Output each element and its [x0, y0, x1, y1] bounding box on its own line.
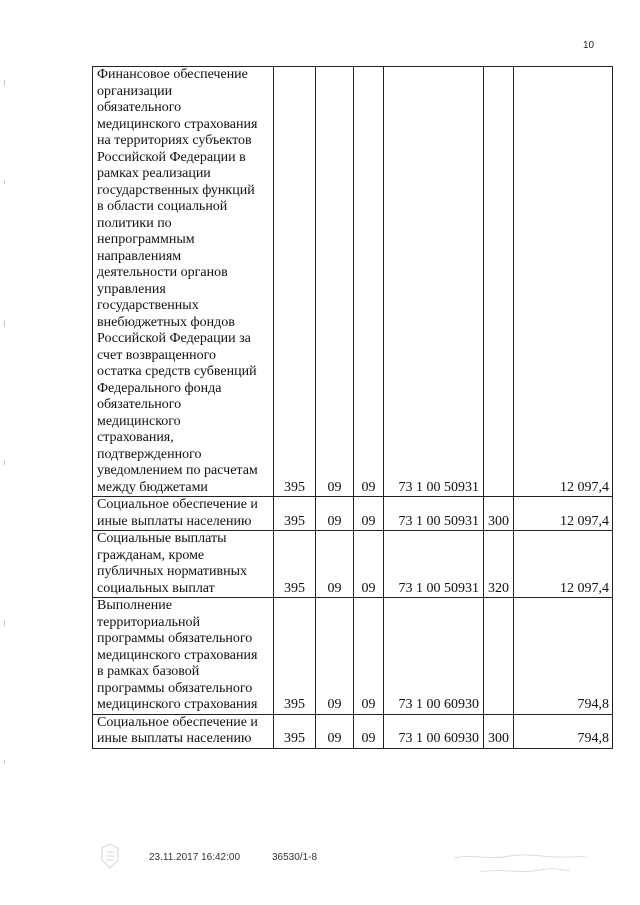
expense-type-cell: [484, 598, 514, 715]
item-name-line: подтвержденного: [97, 446, 202, 462]
section-code-cell: 09: [316, 497, 354, 531]
target-article-cell: 73 1 00 50931: [384, 531, 484, 598]
amount-cell: 12 097,4: [514, 67, 613, 497]
section-code-cell: 09: [316, 714, 354, 748]
item-name-line: политики по: [97, 215, 172, 231]
section-code-cell: 09: [316, 67, 354, 497]
item-name-line: программы обязательного: [97, 631, 253, 646]
item-name-line: Выполнение: [97, 598, 172, 613]
item-name-cell: [93, 67, 274, 497]
target-article-cell: 73 1 00 60930: [384, 714, 484, 748]
section-code-cell: 09: [316, 598, 354, 715]
item-name-line: Социальное обеспечение и: [97, 714, 258, 730]
target-article-cell: 73 1 00 50931: [384, 67, 484, 497]
item-name-line: медицинского страхования: [97, 647, 258, 663]
item-name-line: рамках реализации: [97, 166, 211, 181]
expense-type-cell: 320: [484, 531, 514, 598]
subsection-code-cell: 09: [354, 67, 384, 497]
table-row: [93, 67, 613, 497]
item-name-cell: [93, 598, 274, 715]
budget-table: [92, 66, 613, 749]
target-article-cell: 73 1 00 50931: [384, 497, 484, 531]
item-name-line: медицинского: [97, 413, 181, 429]
table-row: [93, 598, 613, 715]
table-row: [93, 714, 613, 748]
item-name-line: деятельности органов: [97, 265, 228, 280]
footer-doc-number: 36530/1-8: [272, 852, 318, 863]
item-name-cell: [93, 714, 274, 748]
item-name-line: иные выплаты населению: [97, 731, 252, 746]
item-name-line: государственных: [97, 298, 199, 313]
item-name-line: Российской Федерации за: [97, 331, 251, 346]
subsection-code-cell: 09: [354, 497, 384, 531]
ministry-code-cell: 395: [274, 598, 316, 715]
amount-cell: 794,8: [514, 598, 613, 715]
item-name-line: уведомлением по расчетам: [97, 463, 258, 478]
item-name-line: социальных выплат: [97, 580, 215, 596]
amount-cell: 12 097,4: [514, 531, 613, 598]
subsection-code-cell: 09: [354, 714, 384, 748]
target-article-cell: 73 1 00 60930: [384, 598, 484, 715]
expense-type-cell: 300: [484, 497, 514, 531]
item-name-line: остатка средств субвенций: [97, 364, 257, 379]
expense-type-cell: [484, 67, 514, 497]
item-name-line: программы обязательного: [97, 680, 253, 696]
item-name-line: в рамках базовой: [97, 664, 200, 679]
ministry-code-cell: 395: [274, 531, 316, 598]
ministry-code-cell: 395: [274, 714, 316, 748]
item-name-line: Федерального фонда: [97, 380, 222, 396]
budget-table-body: [93, 67, 613, 749]
item-name-line: обязательного: [97, 100, 182, 115]
item-name-line: гражданам, кроме: [97, 547, 205, 563]
item-name-line: внебюджетных фондов: [97, 314, 235, 330]
item-name-line: медицинского страхования: [97, 116, 258, 132]
stamp-mark-left: [96, 842, 124, 872]
item-name-line: Финансовое обеспечение: [97, 67, 248, 82]
item-name-line: страхования,: [97, 430, 174, 445]
item-name-line: управления: [97, 281, 166, 297]
item-name-line: направлениям: [97, 248, 182, 264]
amount-cell: 12 097,4: [514, 497, 613, 531]
stamp-mark-right: [450, 850, 590, 880]
expense-type-cell: 300: [484, 714, 514, 748]
section-code-cell: 09: [316, 531, 354, 598]
amount-cell: 794,8: [514, 714, 613, 748]
item-name-line: в области социальной: [97, 199, 228, 214]
item-name-line: Социальное обеспечение и: [97, 497, 258, 512]
item-name-line: иные выплаты населению: [97, 513, 252, 529]
table-row: [93, 531, 613, 598]
item-name-line: организации: [97, 83, 173, 99]
scan-margin-marks: [2, 60, 8, 840]
item-name-cell: [93, 497, 274, 531]
item-name-line: Российской Федерации в: [97, 149, 246, 165]
ministry-code-cell: 395: [274, 67, 316, 497]
item-name-line: непрограммным: [97, 232, 195, 247]
page-number: 10: [583, 40, 595, 51]
table-row: [93, 497, 613, 531]
item-name-line: между бюджетами: [97, 479, 208, 495]
subsection-code-cell: 09: [354, 531, 384, 598]
item-name-line: территориальной: [97, 614, 200, 630]
item-name-line: медицинского страхования: [97, 697, 258, 712]
item-name-line: на территориях субъектов: [97, 133, 252, 148]
item-name-line: публичных нормативных: [97, 564, 248, 579]
footer-datetime: 23.11.2017 16:42:00: [149, 852, 241, 863]
item-name-line: государственных функций: [97, 182, 255, 198]
ministry-code-cell: 395: [274, 497, 316, 531]
item-name-line: обязательного: [97, 397, 182, 412]
subsection-code-cell: 09: [354, 598, 384, 715]
item-name-line: счет возвращенного: [97, 347, 217, 363]
item-name-cell: [93, 531, 274, 598]
item-name-line: Социальные выплаты: [97, 531, 227, 546]
